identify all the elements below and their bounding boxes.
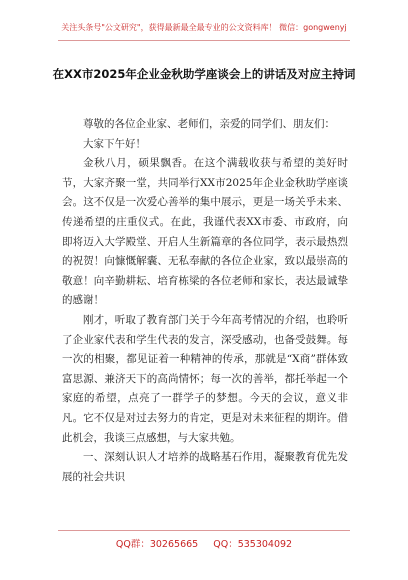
body-paragraph: 刚才，听取了教育部门关于今年高考情况的介绍，也聆听了企业家代表和学生代表的发言，深受感动，也备受鼓舞。每一次的相聚，都见证着一种精神的传承，那就是“X商”群体致富思源、兼济天下的高尚情怀；每一次的善举，都托举起一个家庭的希望，点亮了一群学子的梦想。今天的会议，意义非凡。它不仅是对过去努力的肯定，更是对未来征程的期许。借此机会，我谈三点感想，与大家共勉。 (62, 313, 348, 444)
salutation-paragraph: 尊敬的各位企业家、老师们，亲爱的同学们、朋友们： (83, 118, 335, 130)
footer (0, 536, 408, 550)
footer-qq-contact: QQ：535304092 (213, 539, 293, 550)
section-heading: 一、深刻认识人才培养的战略基石作用，凝聚教育优先发展的社会共识 (62, 451, 348, 483)
header-banner: 关注头条号"公文研究"，获得最新最全最专业的公文资料库！ 微信：gongwenyj (61, 23, 347, 32)
document-title: 在XX市2025年企业金秋助学座谈会上的讲话及对应主持词 (52, 67, 356, 81)
document-body (62, 115, 348, 487)
footer-divider (58, 530, 350, 531)
greeting-paragraph: 大家下午好！ (83, 137, 146, 150)
body-paragraph: 金秋八月，硕果飘香。在这个满载收获与希望的美好时节，大家齐聚一堂，共同举行XX市2025年企业金秋助学座谈会。这不仅是一次爱心善举的集中展示，更是一场关乎未来、传递希望的庄重仪式。在此，我谨代表XX市委、市政府，向即将迈入大学殿堂、开启人生新篇章的各位同学，表示最热烈的祝贺！向慷慨解囊、无私奉献的各位企业家，致以最崇高的敬意！向辛勤耕耘、培育栋梁的各位老师和家长，表达最诚挚的感谢！ (62, 157, 348, 307)
header-divider (58, 40, 350, 41)
footer-qq-group: QQ群：30265665 (115, 539, 199, 550)
